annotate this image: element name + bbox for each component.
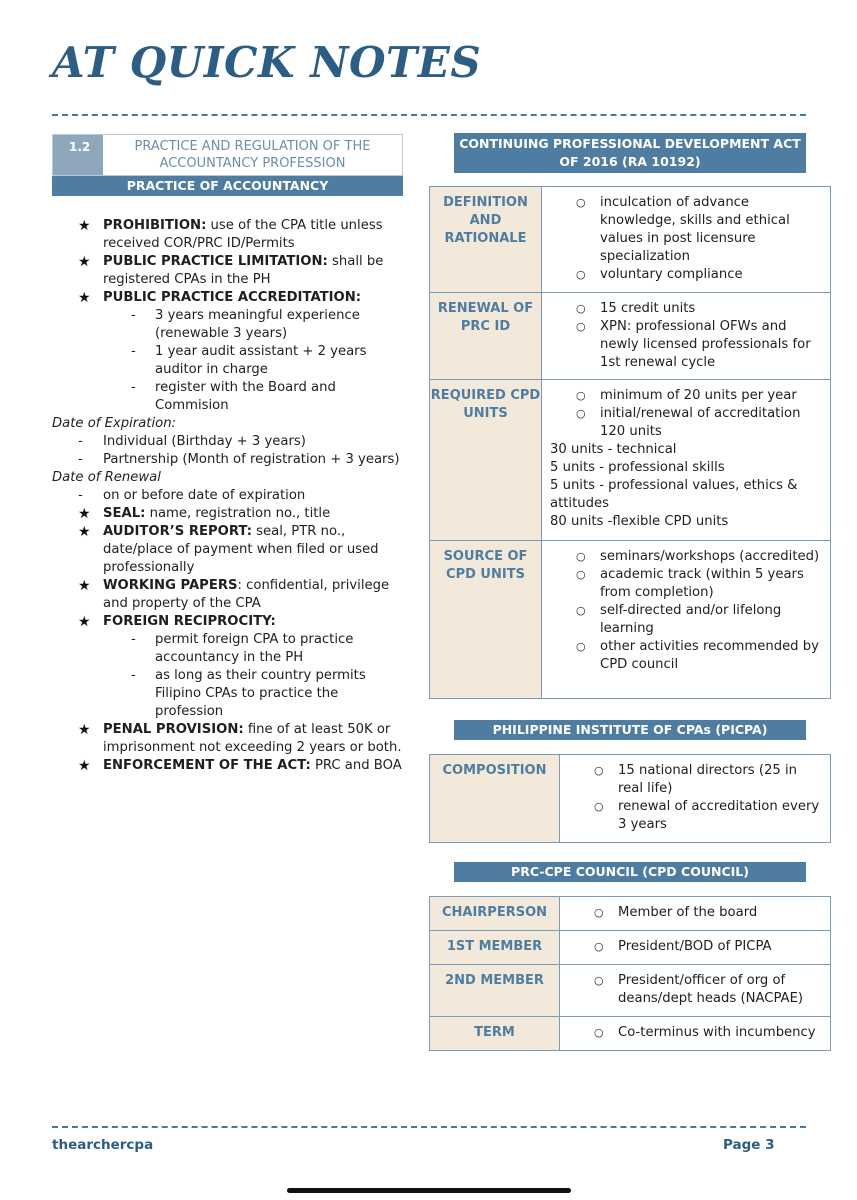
row-content <box>560 931 831 965</box>
row-label: 2ND MEMBER <box>430 965 560 1017</box>
row-content <box>560 897 831 931</box>
row-label: DEFINITION AND RATIONALE <box>430 187 542 293</box>
note-label: PENAL PROVISION: <box>103 722 244 737</box>
note-label: PROHIBITION: <box>103 218 207 233</box>
home-indicator[interactable] <box>287 1188 571 1193</box>
list-item: - on or before date of expiration <box>52 487 402 505</box>
row-label: REQUIRED CPD UNITS <box>430 380 542 541</box>
footer-divider <box>52 1126 806 1128</box>
note-label: PUBLIC PRACTICE ACCREDITATION: <box>103 290 362 305</box>
list-item: ○ President/BOD of PICPA <box>568 938 824 956</box>
row-content <box>560 1017 831 1051</box>
note-label: PUBLIC PRACTICE LIMITATION: <box>103 254 328 269</box>
note-text: PRC and BOA <box>310 758 402 773</box>
note-label: ENFORCEMENT OF THE ACT: <box>103 758 311 773</box>
table-row <box>430 931 831 965</box>
row-content <box>542 380 831 541</box>
row-label: CHAIRPERSON <box>430 897 560 931</box>
note-label: SEAL: <box>103 506 146 521</box>
list-item: ○ President/officer of org of deans/dept heads (NACPAE) <box>568 972 824 1008</box>
note-auditors-report <box>52 523 402 577</box>
list-item: ○ renewal of accreditation every 3 years <box>568 798 824 834</box>
row-label: COMPOSITION <box>430 755 560 843</box>
renewal-label: Date of Renewal <box>52 470 161 485</box>
section-number: 1.2 <box>53 135 103 175</box>
list-item: ○ Member of the board <box>568 904 824 922</box>
row-content <box>542 541 831 699</box>
row-label: 1ST MEMBER <box>430 931 560 965</box>
note-label: AUDITOR’S REPORT: <box>103 524 252 539</box>
list-item: ○ voluntary compliance <box>550 266 824 284</box>
picpa-table <box>429 754 831 843</box>
row-label: SOURCE OF CPD UNITS <box>430 541 542 699</box>
note-text: use of the CPA title unless received COR/PRC ID/Permits <box>103 218 383 251</box>
list-item: - permit foreign CPA to practice accountancy in the PH <box>52 631 402 667</box>
list-item: 5 units - professional skills <box>550 460 725 475</box>
list-item: - as long as their country permits Filipino CPAs to practice the profession <box>52 667 402 721</box>
note-enforcement <box>52 757 402 775</box>
table-row <box>430 1017 831 1051</box>
note-text: : confidential, privilege and property of the CPA <box>103 578 390 611</box>
list-item: ○ initial/renewal of accreditation 120 units <box>550 405 824 441</box>
footer-brand: thearchercpa <box>52 1137 154 1153</box>
list-item: ○ Co-terminus with incumbency <box>568 1024 824 1042</box>
list-item: - 1 year audit assistant + 2 years auditor in charge <box>52 343 402 379</box>
note-prohibition <box>52 217 402 253</box>
left-notes <box>52 217 402 775</box>
note-text: seal, PTR no., date/place of payment when filed or used professionally <box>103 524 379 575</box>
table-row <box>430 187 831 293</box>
list-item: ○ academic track (within 5 years from completion) <box>550 566 824 602</box>
top-divider <box>52 114 806 116</box>
list-item: ○ 15 credit units <box>550 300 824 318</box>
list-item: ○ self-directed and/or lifelong learning <box>550 602 824 638</box>
note-text: fine of at least 50K or imprisonment not exceeding 2 years or both. <box>103 722 402 755</box>
page-number: Page 3 <box>723 1137 775 1153</box>
list-item: - Partnership (Month of registration + 3 years) <box>52 451 402 469</box>
subsection-heading: PRACTICE OF ACCOUNTANCY <box>52 176 403 196</box>
table-row <box>430 380 831 541</box>
note-text: shall be registered CPAs in the PH <box>103 254 384 287</box>
note-label: WORKING PAPERS <box>103 578 238 593</box>
note-working-papers <box>52 577 402 613</box>
cpd-table <box>429 186 831 699</box>
table-row <box>430 965 831 1017</box>
list-item: ○ 15 national directors (25 in real life) <box>568 762 824 798</box>
list-item: 30 units - technical <box>550 442 677 457</box>
note-seal <box>52 505 402 523</box>
list-item: 5 units - professional values, ethics & attitudes <box>550 478 798 511</box>
note-foreign-reciprocity <box>52 613 402 631</box>
section-title: PRACTICE AND REGULATION OF THE ACCOUNTANCY PROFESSION <box>134 139 371 171</box>
table-row <box>430 897 831 931</box>
row-content <box>560 965 831 1017</box>
list-item: - register with the Board and Commision <box>52 379 402 415</box>
list-item: ○ minimum of 20 units per year <box>550 387 824 405</box>
list-item: ○ XPN: professional OFWs and newly licensed professionals for 1st renewal cycle <box>550 318 824 372</box>
note-penal-provision <box>52 721 402 757</box>
section-header <box>52 134 403 176</box>
expiration-label: Date of Expiration: <box>52 416 176 431</box>
list-item: ○ seminars/workshops (accredited) <box>550 548 824 566</box>
list-item: - 3 years meaningful experience (renewable 3 years) <box>52 307 402 343</box>
row-content <box>560 755 831 843</box>
list-item: - Individual (Birthday + 3 years) <box>52 433 402 451</box>
table-row <box>430 755 831 843</box>
cpd-heading: CONTINUING PROFESSIONAL DEVELOPMENT ACT OF 2016 (RA 10192) <box>454 133 806 173</box>
council-heading: PRC-CPE COUNCIL (CPD COUNCIL) <box>454 862 806 882</box>
list-item: ○ inculcation of advance knowledge, skills and ethical values in post licensure specialization <box>550 194 824 266</box>
table-row <box>430 293 831 380</box>
list-item: 80 units -flexible CPD units <box>550 514 729 529</box>
note-accreditation <box>52 289 402 307</box>
picpa-heading: PHILIPPINE INSTITUTE OF CPAs (PICPA) <box>454 720 806 740</box>
note-text: name, registration no., title <box>145 506 331 521</box>
list-item: ○ other activities recommended by CPD council <box>550 638 824 674</box>
page-title: AT QUICK NOTES <box>52 38 482 87</box>
note-label: FOREIGN RECIPROCITY: <box>103 614 276 629</box>
row-label: TERM <box>430 1017 560 1051</box>
row-content <box>542 187 831 293</box>
note-limitation <box>52 253 402 289</box>
row-label: RENEWAL OF PRC ID <box>430 293 542 380</box>
table-row <box>430 541 831 699</box>
row-content <box>542 293 831 380</box>
council-table <box>429 896 831 1051</box>
